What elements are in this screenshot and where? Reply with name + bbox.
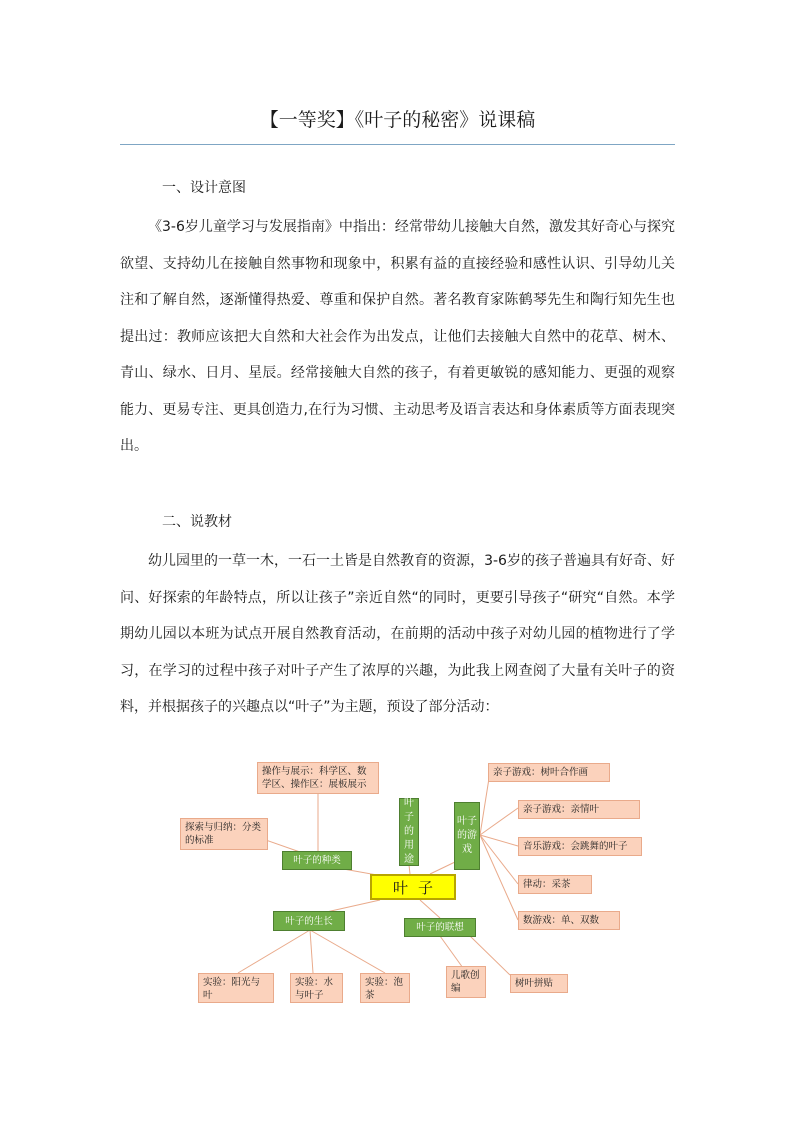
paragraph-design-intent: 《3-6岁儿童学习与发展指南》中指出：经常带幼儿接触大自然，激发其好奇心与探究欲望、支持幼儿在接触自然事物和现象中，积累有益的直接经验和感性认识、引导幼儿关注和了解自然，逐渐懂得热爱、尊重和保护自然。著名教育家陈鹤琴先生和陶行知先生也提出过：教师应该把大自然和大社会作为出发点，让他们去接触大自然中的花草、树木、青山、绿水、日月、星辰。经常接触大自然的孩子，有着更敏锐的感知能力、更强的观察能力、更易专注、更具创造力,在行为习惯、主动思考及语言表达和身体素质等方面表现突出。 bbox=[120, 219, 675, 454]
mindmap-node-operate-show: 操作与展示：科学区、数学区、操作区：展板展示 bbox=[257, 762, 379, 794]
mindmap-branch-growth: 叶子的生长 bbox=[273, 911, 345, 931]
mindmap-node-explore: 探索与归纳：分类的标准 bbox=[180, 818, 268, 850]
mindmap-branch-types: 叶子的种类 bbox=[282, 851, 352, 870]
mindmap-node-game-5: 数游戏：单、双数 bbox=[518, 911, 620, 930]
page-title: 【一等奖】《叶子的秘密》说课稿 bbox=[259, 109, 536, 131]
section-heading-teaching-material: 二、说教材 bbox=[162, 514, 232, 530]
mindmap-node-game-1: 亲子游戏：树叶合作画 bbox=[488, 763, 610, 782]
mindmap-node-game-2: 亲子游戏：亲情叶 bbox=[518, 800, 640, 819]
mindmap-node-game-4: 律动：采茶 bbox=[518, 875, 592, 894]
mindmap-node-experiment-1: 实验：阳光与叶 bbox=[198, 973, 274, 1003]
section-heading-design-intent: 一、设计意图 bbox=[162, 180, 246, 196]
mindmap-center-node: 叶子 bbox=[370, 874, 456, 900]
mindmap-node-experiment-3: 实验：泡茶 bbox=[360, 973, 410, 1003]
paragraph-teaching-material: 幼儿园里的一草一木，一石一土皆是自然教育的资源，3-6岁的孩子普遍具有好奇、好问、好探索的年龄特点，所以让孩子”亲近自然“的同时，更要引导孩子“研究“自然。本学期幼儿园以本班为试点开展自然教育活动，在前期的活动中孩子对幼儿园的植物进行了学习，在学习的过程中孩子对叶子产生了浓厚的兴趣，为此我上网查阅了大量有关叶子的资料，并根据孩子的兴趣点以“叶子”为主题，预设了部分活动： bbox=[120, 553, 675, 715]
mindmap-branch-association: 叶子的联想 bbox=[404, 918, 476, 937]
mindmap-branch-games: 叶子的游戏 bbox=[454, 802, 480, 870]
mindmap-branch-uses: 叶子的用途 bbox=[399, 798, 419, 866]
mindmap-node-experiment-2: 实验：水与叶子 bbox=[290, 973, 343, 1003]
mindmap-node-collage: 树叶拼贴 bbox=[510, 974, 568, 993]
mindmap-node-game-3: 音乐游戏：会跳舞的叶子 bbox=[518, 837, 642, 856]
mindmap-node-poem: 儿歌创编 bbox=[446, 966, 486, 998]
